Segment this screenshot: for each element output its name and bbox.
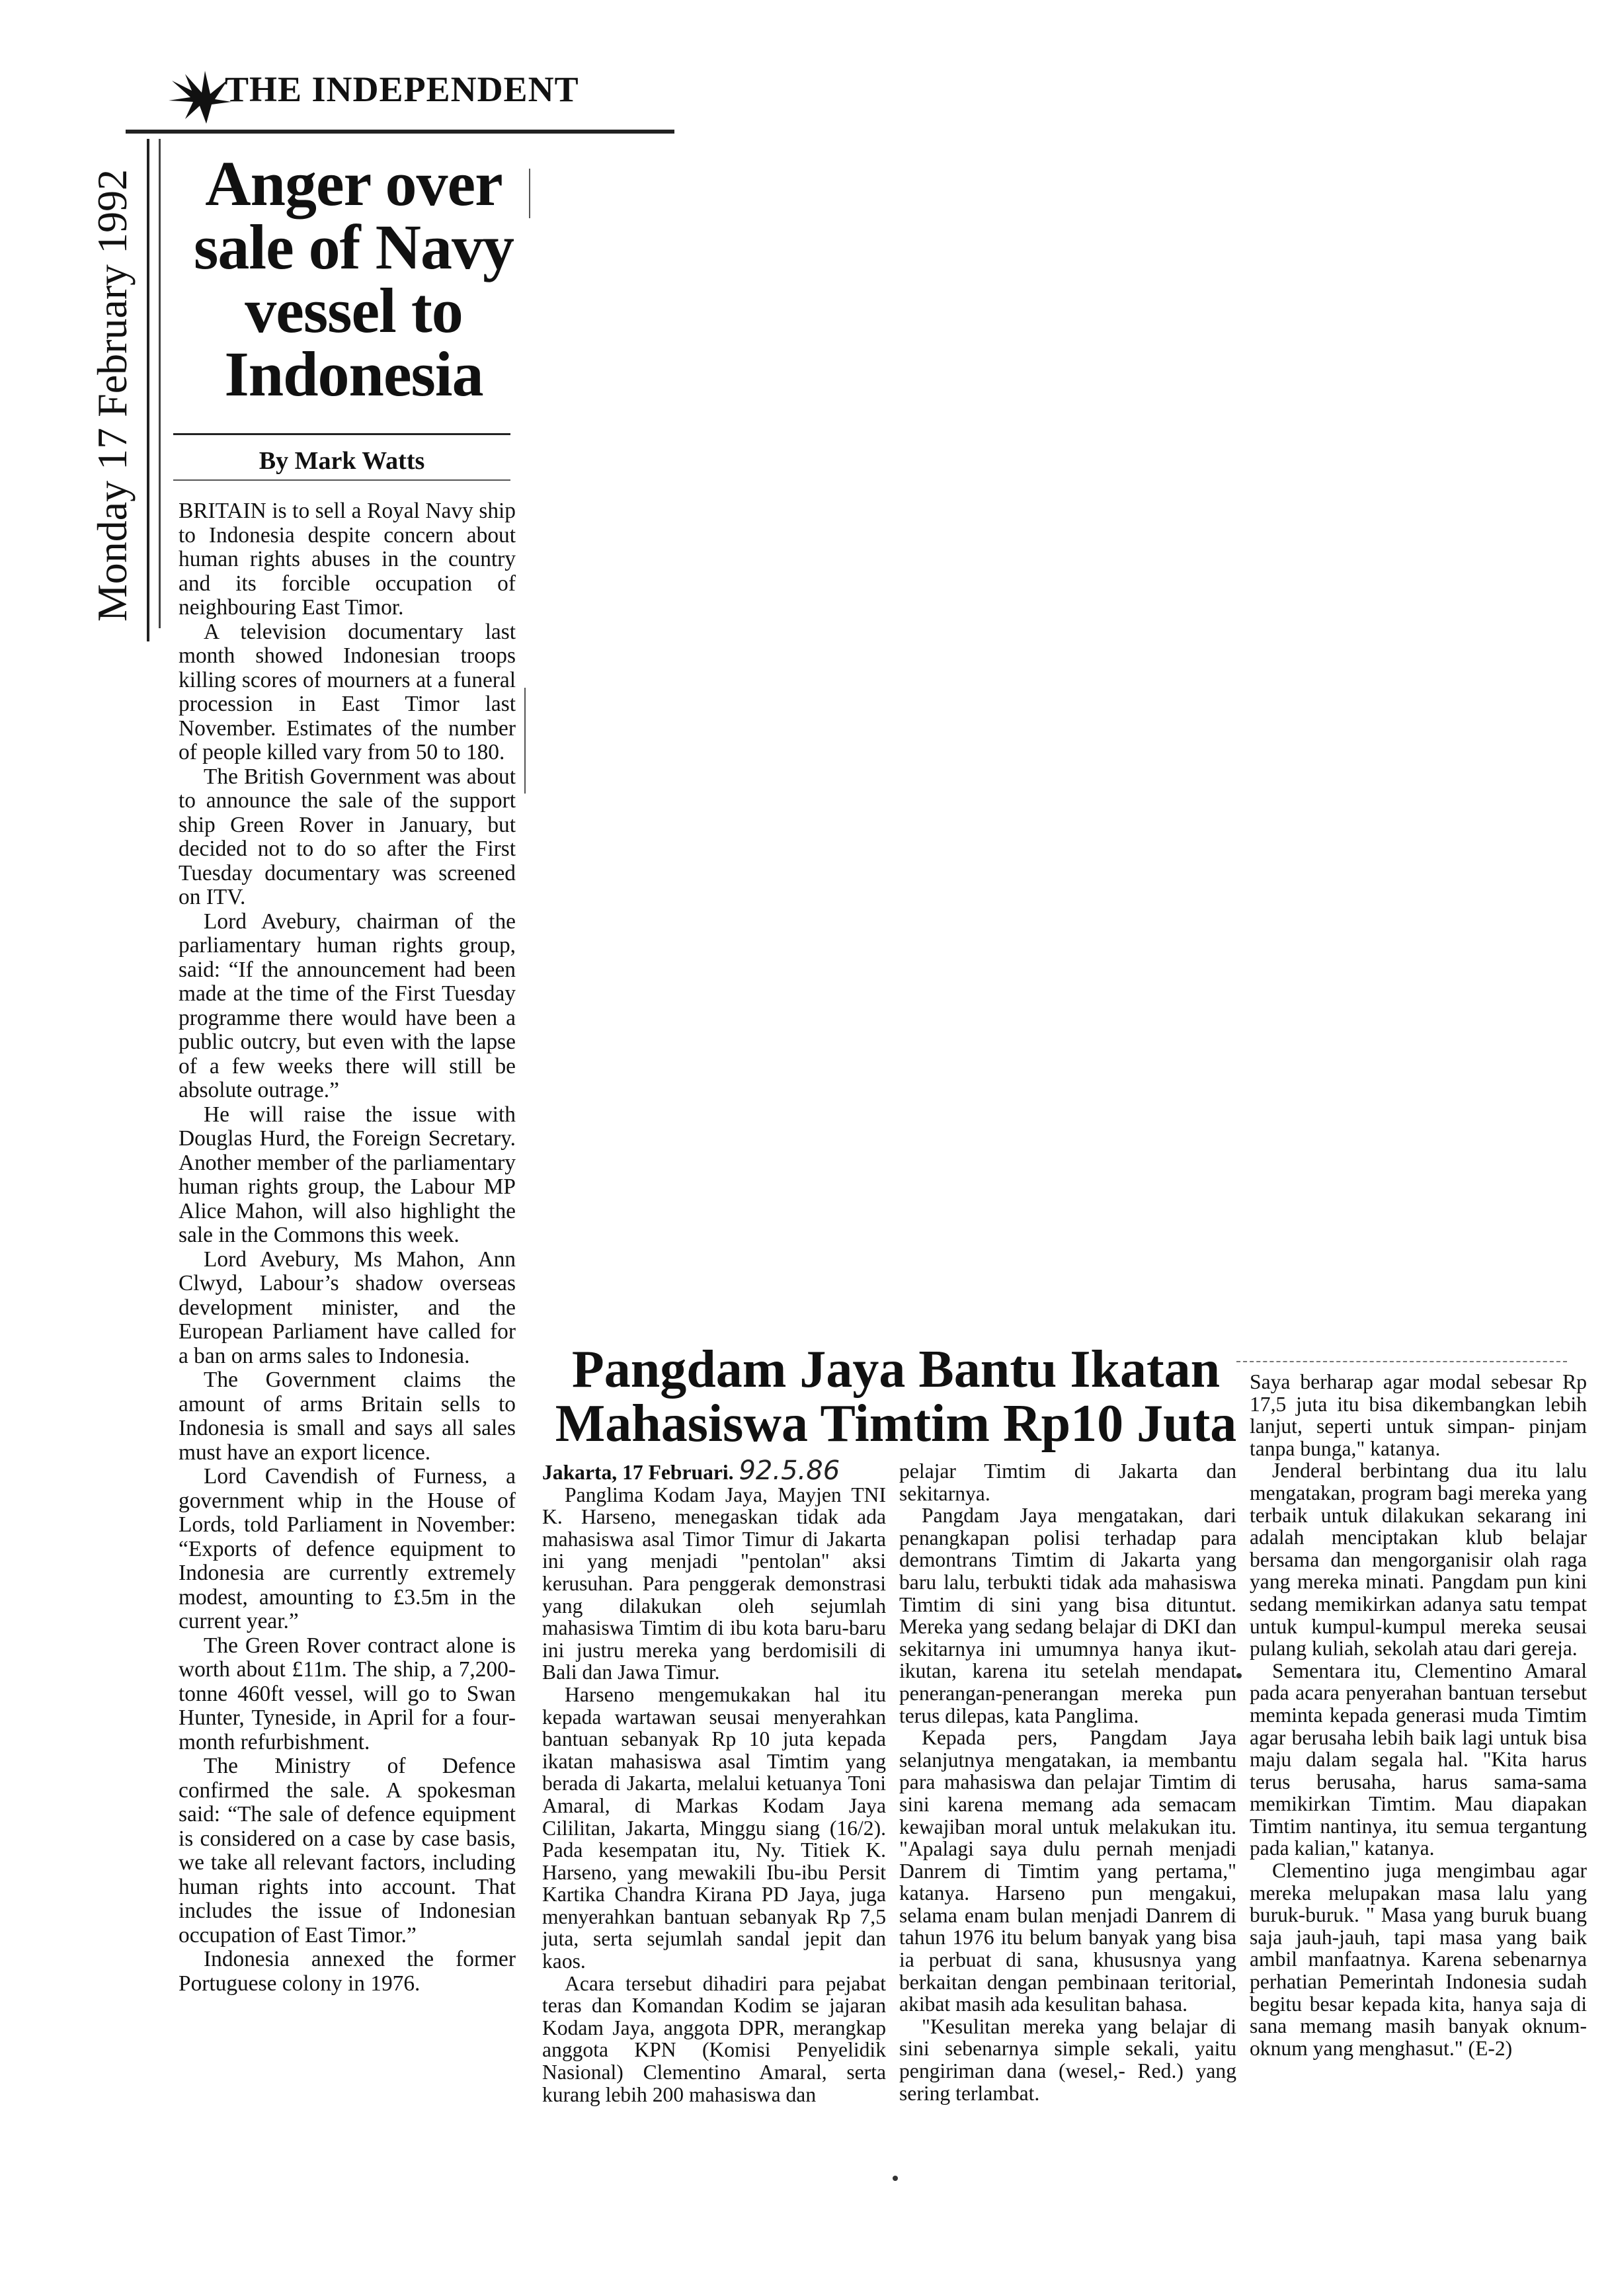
margin-dot bbox=[1236, 1673, 1242, 1678]
indonesian-column-2 bbox=[899, 1460, 1236, 2104]
article-paragraph: Jenderal berbintang dua itu lalu mengatakan, program bagi mereka yang terbaik untuk dilakukan sekarang ini adalah menciptakan klub belajar bersama dan mengorganisir olah raga yang mereka minati. Pangdam pun kini sedang memikirkan adanya satu tempat untuk kumpul-kumpul mereka seusai pulang kuliah, sekolah atau dari gereja. bbox=[1250, 1459, 1587, 1660]
dashed-rule bbox=[1236, 1361, 1567, 1362]
dateline: Jakarta, 17 Februari. bbox=[542, 1461, 734, 1484]
article-paragraph: Panglima Kodam Jaya, Mayjen TNI K. Harseno, menegaskan tidak ada mahasiswa asal Timor Timur di Jakarta ini yang menjadi "pentolan" aksi kerusuhan. Para penggerak demonstrasi yang dilakukan oleh sejumlah mahasiswa Timtim di ibu kota baru-baru ini justru mereka yang berdomisili di Bali dan Jawa Timur. bbox=[542, 1483, 886, 1684]
article-paragraph: The British Government was about to announce the sale of the support ship Green Rover in January, but decided not to do so after the First Tuesday documentary was screened on ITV. bbox=[179, 764, 516, 909]
masthead-rule bbox=[126, 130, 674, 134]
indonesian-headline: Pangdam Jaya Bantu Ikatan Mahasiswa Timtim Rp10 Juta bbox=[555, 1340, 1237, 1453]
article-paragraph: Acara tersebut dihadiri para pejabat teras dan Komandan Kodim se jajaran Kodam Jaya, anggota DPR, merangkap anggota KPN (Komisi Penyelidik Nasional) Clementino Amaral, serta kurang lebih 200 mahasiswa dan bbox=[542, 1971, 886, 2106]
publication-date: Monday 17 February 1992 bbox=[89, 169, 136, 622]
article-paragraph: "Kesulitan mereka yang belajar di sini sebenarnya simple sekali, yaitu pengiriman dana (wesel,- Red.) yang sering terlambat. bbox=[899, 2014, 1236, 2105]
article-headline: Anger over sale of Navy vessel to Indonesia bbox=[194, 148, 514, 409]
article-paragraph: Kepada pers, Pangdam Jaya selanjutnya mengatakan, ia membantu para mahasiswa dan pelajar Timtim di sini karena memang ada semacam kewajiban moral untuk melakukan itu. "Apalagi saya dulu pernah menjadi Danrem di Timtim yang pertama," katanya. Harseno pun mengakui, selama enam bulan menjadi Danrem di tahun 1976 itu belum banyak yang bisa ia perbuat di sana, khususnya yang berkaitan dengan pembinaan teritorial, akibat masih ada kesulitan bahasa. bbox=[899, 1726, 1236, 2016]
article-paragraph: Clementino juga mengimbau agar mereka melupakan masa lalu yang buruk-buruk. " Masa yang buruk buang saja jauh-jauh, tapi masa yang baik ambil manfaatnya. Karena sebenarnya perhatian Pemerintah Indonesia sudah begitu besar kepada kita, hanya saja di sana memang masih banyak oknum-oknum yang menghasut." (E-2) bbox=[1250, 1859, 1587, 2060]
article-paragraph: Harseno mengemukakan hal itu kepada wartawan seusai menyerahkan bantuan sebanyak Rp 10 juta kepada ikatan mahasiswa asal Timtim yang berada di Jakarta, melalui ketuanya Toni Amaral, di Markas Kodam Jaya Cililitan, Jakarta, Minggu siang (16/2). Pada kesempatan itu, Ny. Titiek K. Harseno, yang mewakili Ibu-ibu Persit Kartika Chandra Kirana PD Jaya, juga menyerahkan bantuan sebanyak Rp 7,5 juta, serta sejumlah sandal jepit dan kaos. bbox=[542, 1682, 886, 1973]
column-rule bbox=[524, 688, 526, 794]
article-paragraph: He will raise the issue with Douglas Hurd, the Foreign Secretary. Another member of the parliamentary human rights group, the Labour MP Alice Mahon, will also highlight the sale in the Commons this week. bbox=[179, 1102, 516, 1247]
date-rule bbox=[147, 139, 149, 641]
article-paragraph: BRITAIN is to sell a Royal Navy ship to Indonesia despite concern about human rights abuses in the country and its forcible occupation of neighbouring East Timor. bbox=[179, 499, 516, 620]
masthead bbox=[126, 61, 635, 114]
indonesian-column-1 bbox=[542, 1456, 886, 2106]
indonesian-column-3 bbox=[1250, 1371, 1587, 2059]
article-paragraph: Sementara itu, Clementino Amaral pada acara penyerahan bantuan tersebut meminta kepada generasi muda Timtim agar berusaha lebih baik lagi untuk bisa maju dalam segala hal. "Kita harus terus berusaha, harus sama-sama memikirkan Timtim. Mau diapakan Timtim nantinya, itu semua tergantung pada kalian," katanya. bbox=[1250, 1659, 1587, 1860]
byline: By Mark Watts bbox=[259, 447, 425, 475]
article-paragraph: Pangdam Jaya mengatakan, dari penangkapan polisi terhadap para demontrans Timtim di Jakarta yang baru lalu, terbukti tidak ada mahasiswa Timtim di sini yang bisa dituntut. Mereka yang sedang belajar di DKI dan sekitarnya ini umumnya hanya ikut-ikutan, karena itu setelah mendapat penerangan-penerangan mereka pun terus dilepas, kata Panglima. bbox=[899, 1504, 1236, 1727]
dateline-line bbox=[542, 1456, 886, 1486]
byline-rule bbox=[173, 479, 510, 481]
article-body bbox=[179, 499, 516, 1996]
margin-dot bbox=[893, 2176, 898, 2181]
article-paragraph: The Ministry of Defence confirmed the sale. A spokesman said: “The sale of defence equipment is considered on a case by case basis, we take all relevant factors, including human rights into account. That includes the issue of Indonesian occupation of East Timor.” bbox=[179, 1754, 516, 1948]
article-paragraph: A television documentary last month showed Indonesian troops killing scores of mourners at a funeral procession in East Timor last November. Estimates of the number of people killed vary from 50 to 180. bbox=[179, 619, 516, 764]
article-paragraph: pelajar Timtim di Jakarta dan sekitarnya. bbox=[899, 1459, 1236, 1505]
column-rule bbox=[529, 169, 530, 218]
article-paragraph: Lord Avebury, chairman of the parliamentary human rights group, said: “If the announcement had been made at the time of the First Tuesday programme there would have been a public outcry, but even with the lapse of a few weeks there will still be absolute outrage.” bbox=[179, 909, 516, 1102]
article-paragraph: The Green Rover contract alone is worth about £11m. The ship, a 7,200-tonne 460ft vessel, will go to Swan Hunter, Tyneside, in April for a four-month refurbishment. bbox=[179, 1633, 516, 1754]
date-rule-inner bbox=[159, 139, 161, 628]
handwritten-note: 92.5.86 bbox=[739, 1456, 840, 1486]
masthead-title: THE INDEPENDENT bbox=[225, 69, 579, 109]
article-paragraph: Lord Avebury, Ms Mahon, Ann Clwyd, Labour’s shadow overseas development minister, and the European Parliament have called for a ban on arms sales to Indonesia. bbox=[179, 1247, 516, 1368]
article-paragraph: Lord Cavendish of Furness, a government whip in the House of Lords, told Parliament in November: “Exports of defence equipment to Indonesia are currently extremely modest, amounting to £3.5m in the current year.” bbox=[179, 1464, 516, 1633]
article-paragraph: Saya berharap agar modal sebesar Rp 17,5 juta itu bisa dikembangkan lebih lanjut, seperti untuk simpan- pinjam tanpa bunga," katanya. bbox=[1250, 1370, 1587, 1460]
article-paragraph: The Government claims the amount of arms Britain sells to Indonesia is small and says all sales must have an export licence. bbox=[179, 1368, 516, 1465]
article-paragraph: Indonesia annexed the former Portuguese colony in 1976. bbox=[179, 1947, 516, 1996]
headline-rule bbox=[173, 433, 510, 435]
